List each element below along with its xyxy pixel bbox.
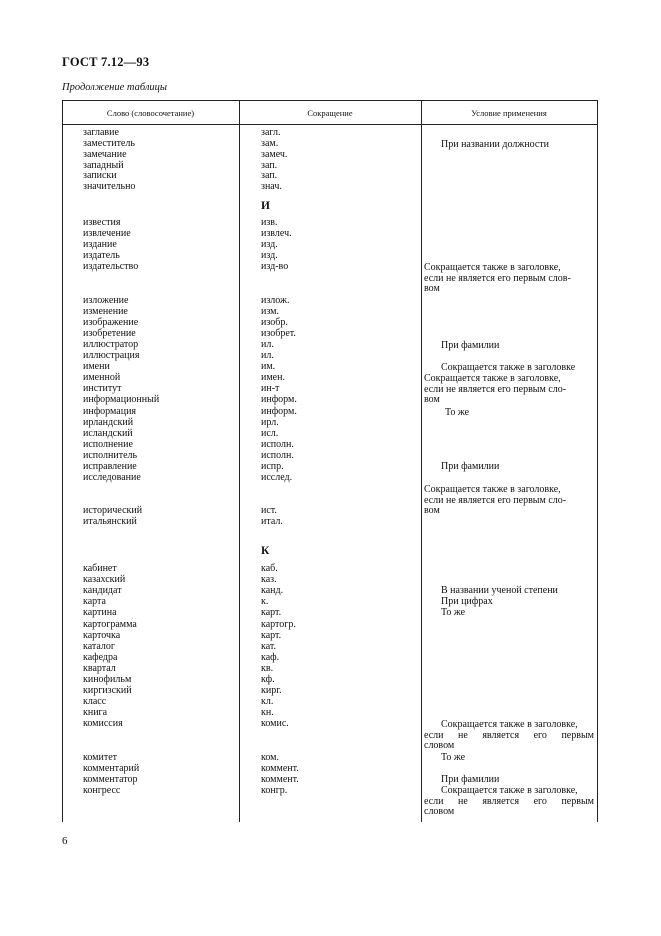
- note-word: его: [533, 795, 547, 807]
- note-line: Сокращается также в заголовке: [441, 362, 576, 373]
- table-continuation-label: Продолжение таблицы: [62, 82, 168, 93]
- abbreviation-cell: ирл.: [261, 416, 279, 428]
- word-cell: именной: [83, 372, 121, 384]
- word-cell: замечание: [83, 148, 127, 160]
- abbreviation-cell: комис.: [261, 718, 289, 730]
- abbreviation-cell: к.: [261, 596, 269, 608]
- note-inform: [445, 408, 615, 419]
- word-cell: кабинет: [83, 563, 117, 574]
- abbreviation-cell: замеч.: [261, 148, 288, 160]
- word-cell: исполнение: [83, 438, 133, 450]
- note-line: Сокращается также в заголовке,: [424, 262, 561, 273]
- column-header-word: Слово (словосочетание): [106, 108, 195, 118]
- word-cell: издатель: [83, 250, 120, 262]
- column-header-condition: Условие применения: [471, 108, 547, 118]
- word-cell: итальянский: [83, 516, 137, 528]
- note-word: является: [482, 795, 520, 807]
- word-cell: киргизский: [83, 685, 132, 697]
- abbreviation-cell: ил.: [261, 350, 274, 361]
- word-cell: комментатор: [83, 773, 138, 785]
- abbreviation-cell: изм.: [261, 305, 279, 317]
- abbreviation-cell: карт.: [261, 607, 282, 619]
- note-line: То же: [441, 607, 466, 618]
- word-cell: институт: [83, 383, 122, 395]
- word-cell: заглавие: [83, 127, 119, 138]
- note-word: если: [424, 795, 444, 807]
- note-line: вом: [424, 283, 440, 294]
- abbreviation-cell: знач.: [261, 181, 282, 193]
- note-komment: [441, 775, 611, 786]
- column-divider-1: [239, 100, 240, 822]
- note-line: если не является его первым слов-: [424, 272, 571, 284]
- note-line: Сокращается также в заголовке,: [424, 484, 561, 495]
- word-cell: комитет: [83, 751, 118, 763]
- word-cell: квартал: [83, 662, 116, 674]
- note-line: То же: [441, 752, 466, 763]
- word-cell: карточка: [83, 629, 121, 641]
- word-cell: картина: [83, 607, 117, 619]
- note-izd-vo: [424, 263, 594, 295]
- note-im: [441, 363, 611, 374]
- note-word: первым: [561, 729, 594, 741]
- note-word: является: [482, 729, 520, 741]
- abbreviation-cell: кв.: [261, 662, 274, 674]
- word-cell: исправление: [83, 461, 137, 472]
- abbreviation-cell: извлеч.: [261, 228, 292, 240]
- word-cell: изложение: [83, 294, 129, 306]
- note-line: При цифрах: [441, 596, 493, 607]
- abbreviation-cell: ин-т: [261, 383, 280, 395]
- word-cell: заместитель: [83, 137, 135, 149]
- note-k: [441, 597, 611, 608]
- abbreviation-cell: кф.: [261, 674, 275, 685]
- word-cell: конгресс: [83, 784, 121, 796]
- abbreviation-cell: исл.: [261, 427, 279, 439]
- abbreviation-cell: карт.: [261, 629, 282, 641]
- word-cell: ирландский: [83, 416, 134, 428]
- abbreviation-cell: ил.: [261, 338, 274, 350]
- word-cell: казахский: [83, 574, 126, 586]
- word-cell: кафедра: [83, 651, 118, 663]
- note-word: не: [458, 729, 468, 741]
- abbreviation-cell: им.: [261, 361, 276, 373]
- word-cell: информация: [83, 405, 137, 417]
- abbreviation-cell: картогр.: [261, 618, 296, 630]
- abbreviation-cell: загл.: [261, 127, 281, 138]
- note-line: если не является его первым сло-: [424, 383, 567, 395]
- abbreviation-cell: изд.: [261, 239, 278, 251]
- note-line: В названии ученой степени: [441, 585, 558, 596]
- abbreviation-cell: коммент.: [261, 773, 299, 785]
- abbreviation-cell: изд.: [261, 250, 278, 262]
- word-cell: исландский: [83, 427, 133, 439]
- table-right-border: [597, 100, 598, 822]
- abbreviation-cell: имен.: [261, 372, 285, 384]
- word-cell: извлечение: [83, 228, 131, 240]
- abbreviation-cell: изобрет.: [261, 327, 296, 339]
- abbreviation-cell: изв.: [261, 217, 278, 228]
- note-word: не: [458, 795, 468, 807]
- note-line: Сокращается также в заголовке,: [441, 719, 578, 730]
- word-cell: картограмма: [83, 618, 137, 630]
- word-cell: западный: [83, 159, 124, 171]
- page-number: 6: [62, 835, 68, 847]
- note-line: Сокращается также в заголовке,: [424, 373, 561, 384]
- note-word: его: [533, 729, 547, 741]
- word-cell: класс: [83, 696, 107, 708]
- word-cell: исследование: [83, 472, 141, 484]
- abbreviation-cell: кирг.: [261, 685, 282, 697]
- word-cell: иллюстрация: [83, 350, 140, 361]
- word-cell: кинофильм: [83, 674, 132, 685]
- note-imen: [424, 374, 594, 406]
- word-cell: изменение: [83, 305, 128, 317]
- abbreviation-cell: зам.: [261, 137, 279, 149]
- section-letter: И: [261, 200, 270, 212]
- word-cell: имени: [83, 361, 110, 373]
- abbreviation-cell: кн.: [261, 707, 274, 719]
- note-kom: [441, 753, 611, 764]
- word-cell: комиссия: [83, 718, 123, 730]
- word-cell: карта: [83, 596, 106, 608]
- note-line: То же: [445, 407, 470, 418]
- note-ispoln: [441, 462, 611, 473]
- note-line: словом: [424, 740, 455, 751]
- note-word: если: [424, 729, 444, 741]
- word-cell: издательство: [83, 261, 139, 273]
- note-il: [441, 341, 611, 352]
- word-cell: каталог: [83, 640, 115, 652]
- abbreviation-cell: канд.: [261, 585, 284, 597]
- note-line: При фамилии: [441, 461, 500, 472]
- abbreviation-cell: информ.: [261, 405, 297, 417]
- note-line: При фамилии: [441, 774, 500, 785]
- note-kongr: [424, 786, 594, 818]
- abbreviation-cell: исслед.: [261, 472, 293, 484]
- note-line: При фамилии: [441, 340, 500, 351]
- table-top-border: [62, 100, 598, 101]
- column-divider-2: [421, 100, 422, 822]
- abbreviation-cell: каф.: [261, 651, 280, 663]
- note-line: Сокращается также в заголовке,: [441, 785, 578, 796]
- note-line: словом: [424, 806, 455, 817]
- abbreviation-cell: ком.: [261, 751, 279, 763]
- note-kand: [441, 586, 611, 597]
- abbreviation-cell: зап.: [261, 159, 278, 171]
- note-line: вом: [424, 505, 440, 516]
- word-cell: кандидат: [83, 585, 122, 597]
- word-cell: изобретение: [83, 327, 136, 339]
- abbreviation-cell: испр.: [261, 461, 284, 472]
- word-cell: информационный: [83, 394, 160, 406]
- abbreviation-table: [62, 100, 598, 822]
- abbreviation-cell: каз.: [261, 574, 277, 586]
- abbreviation-cell: зап.: [261, 170, 278, 182]
- note-issled: [424, 485, 594, 517]
- table-left-border: [62, 100, 63, 822]
- word-cell: комментарий: [83, 762, 140, 774]
- abbreviation-cell: исполн.: [261, 449, 294, 461]
- word-cell: издание: [83, 239, 117, 251]
- abbreviation-cell: кл.: [261, 696, 274, 708]
- note-line: При названии должности: [441, 139, 550, 150]
- word-cell: исторический: [83, 505, 143, 517]
- note-kart: [441, 608, 611, 619]
- note-line: если не является его первым сло-: [424, 494, 567, 506]
- abbreviation-cell: изд-во: [261, 261, 289, 273]
- abbreviation-cell: информ.: [261, 394, 297, 406]
- abbreviation-cell: коммент.: [261, 762, 299, 774]
- note-zam: [441, 140, 611, 151]
- abbreviation-cell: изобр.: [261, 316, 288, 328]
- abbreviation-cell: исполн.: [261, 438, 294, 450]
- word-cell: известия: [83, 217, 121, 228]
- doc-title: ГОСТ 7.12—93: [62, 55, 150, 69]
- abbreviation-cell: излож.: [261, 294, 290, 306]
- word-cell: значительно: [83, 181, 136, 193]
- table-header-divider: [62, 124, 598, 125]
- abbreviation-cell: итал.: [261, 516, 283, 528]
- column-header-abbreviation: Сокращение: [307, 108, 353, 118]
- word-cell: иллюстратор: [83, 338, 139, 350]
- word-cell: записки: [83, 170, 117, 182]
- abbreviation-cell: ист.: [261, 505, 277, 517]
- note-word: первым: [561, 795, 594, 807]
- abbreviation-cell: каб.: [261, 563, 278, 574]
- abbreviation-cell: кат.: [261, 640, 277, 652]
- word-cell: изображение: [83, 316, 139, 328]
- word-cell: исполнитель: [83, 449, 138, 461]
- abbreviation-cell: конгр.: [261, 784, 288, 796]
- note-komis: [424, 720, 594, 752]
- word-cell: книга: [83, 707, 108, 719]
- section-letter: К: [261, 545, 270, 557]
- note-line: вом: [424, 394, 440, 405]
